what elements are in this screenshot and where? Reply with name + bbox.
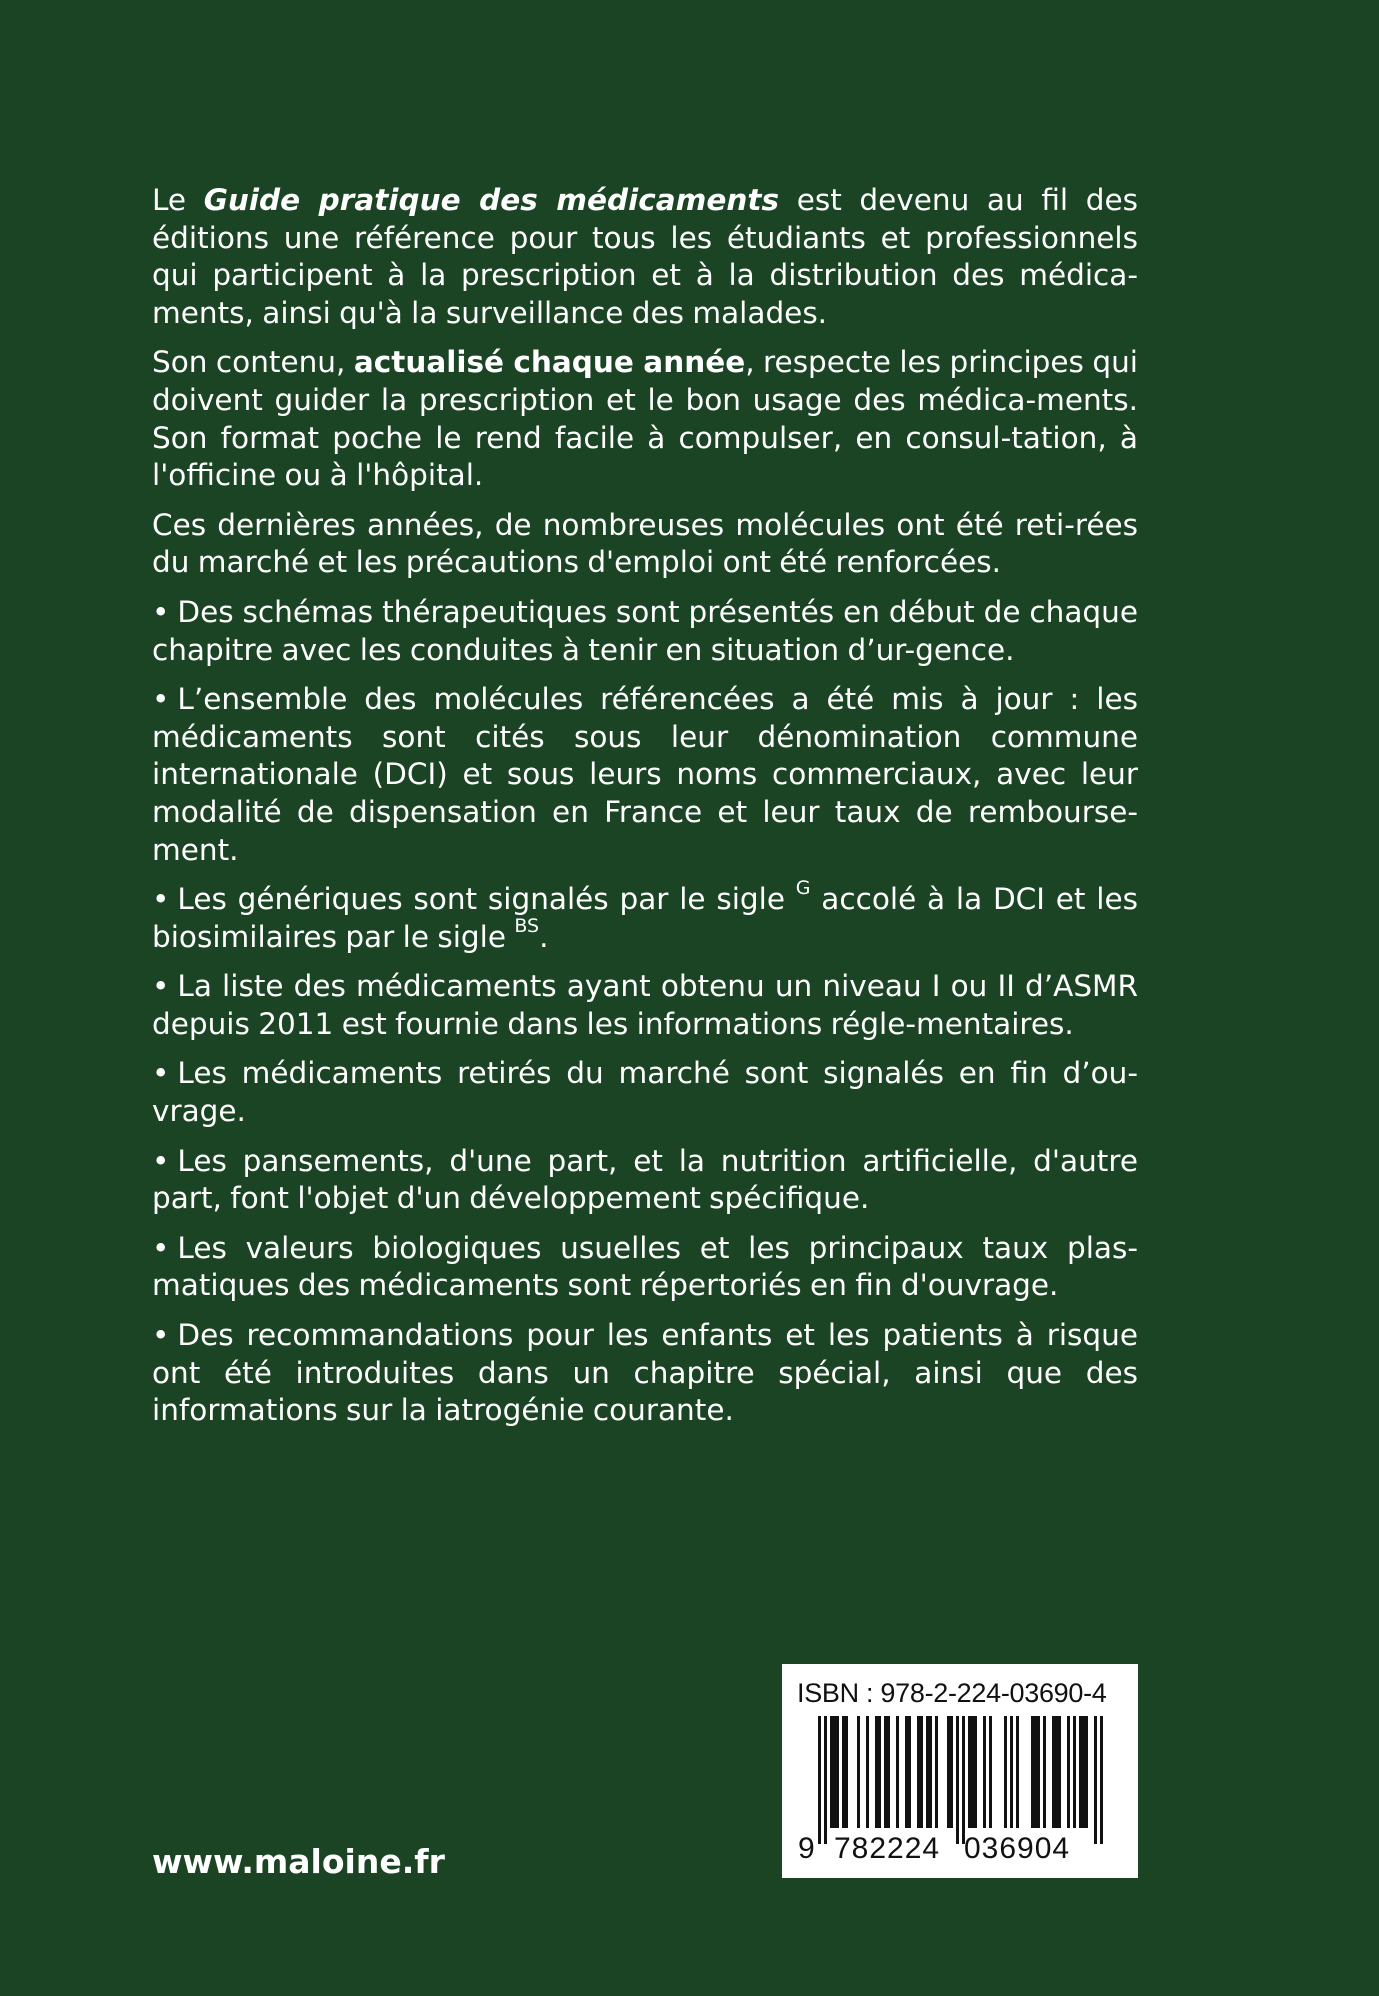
bullet-item: • L’ensemble des molécules référencées a été mis à jour : les médicaments sont cités sous leur dénomination commune internationale (DCI) et sous leurs noms commerciaux, avec leur modalité de dispensation en France et leur taux de rembourse-ment. (152, 682, 1138, 867)
bullet-item: • Des schémas thérapeutiques sont présentés en début de chaque chapitre avec les conduites à tenir en situation d’ur-gence. (152, 594, 1138, 667)
barcode-bar (1052, 1716, 1055, 1828)
barcode-digits-left: 782224 (834, 1832, 941, 1865)
bullet-item: • Des recommandations pour les enfants et les patients à risque ont été introduites dans un chapitre spécial, ainsi que des informations sur la iatrogénie courante. (152, 1318, 1138, 1428)
market-paragraph: Ces dernières années, de nombreuses molécules ont été reti-rées du marché et les précautions d'emploi ont été renforcées. (152, 507, 1138, 580)
barcode-bar (1085, 1716, 1088, 1828)
barcode-bar (1043, 1716, 1046, 1828)
barcode-bar (1055, 1716, 1058, 1828)
back-cover-text (152, 182, 1138, 1442)
content-paragraph: Son contenu, actualisé chaque année, respecte les principes qui doivent guider la prescription et le bon usage des médica-ments. Son format poche le rend facile à compulser, en consul-tation, à l'officine ou à l'hôpital. (152, 345, 1138, 493)
generic-sigle: G (795, 877, 811, 900)
barcode-bars (818, 1716, 1118, 1844)
barcode-bar (842, 1716, 845, 1828)
barcode-bar (935, 1716, 938, 1828)
barcode-bar (896, 1716, 899, 1828)
barcode-bar (1010, 1716, 1013, 1828)
barcode-bar (1034, 1716, 1037, 1828)
barcode-bar (1031, 1716, 1034, 1828)
bullet-icon: • (152, 1143, 170, 1178)
barcode-bar (920, 1716, 923, 1828)
bullet-icon: • (152, 882, 170, 917)
barcode-bar (857, 1716, 860, 1828)
barcode-digits-right: 036904 (964, 1832, 1071, 1865)
barcode-guard-bar (962, 1716, 965, 1844)
barcode-bar (884, 1716, 887, 1828)
barcode-bar (974, 1716, 977, 1828)
barcode-guard-bar (1094, 1716, 1097, 1844)
bullet-icon: • (152, 1318, 170, 1353)
publisher-website: www.maloine.fr (152, 1842, 445, 1881)
barcode-bar (830, 1716, 833, 1828)
barcode-bar (887, 1716, 890, 1828)
bullet-icon: • (152, 969, 170, 1004)
book-title: Guide pratique des médicaments (203, 183, 780, 217)
bullet-icon: • (152, 594, 170, 629)
bullet-icon: • (152, 1230, 170, 1265)
barcode-bar (836, 1716, 839, 1828)
barcode-bar (1067, 1716, 1070, 1828)
barcode-bar (1016, 1716, 1019, 1828)
intro-paragraph: Le Guide pratique des médicaments est devenu au fil des éditions une référence pour tous les étudiants et professionnels qui participent à la prescription et à la distribution des médica-ments, ainsi qu'à la surveillance des malades. (152, 183, 1138, 330)
barcode-bar (917, 1716, 920, 1828)
bullet-item: • Les valeurs biologiques usuelles et les principaux taux plas-matiques des médicaments sont répertoriés en fin d'ouvrage. (152, 1230, 1138, 1303)
barcode-bar (1004, 1716, 1007, 1828)
barcode-bar (947, 1716, 950, 1828)
barcode-bar (950, 1716, 953, 1828)
barcode-bar (968, 1716, 971, 1828)
barcode-bar (983, 1716, 986, 1828)
barcode-bar (908, 1716, 911, 1828)
bullet-icon: • (152, 1056, 170, 1091)
barcode-bar (833, 1716, 836, 1828)
barcode-bar (926, 1716, 929, 1828)
bullet-icon: • (152, 682, 170, 717)
barcode-bar (845, 1716, 848, 1828)
barcode-bar (989, 1716, 992, 1828)
bullet-item: • Les médicaments retirés du marché sont signalés en fin d’ou-vrage. (152, 1056, 1138, 1129)
barcode-bar (1073, 1716, 1076, 1828)
bullet-item: • Les génériques sont signalés par le sigle $^G$ accolé à la DCI et les biosimilaires par le sigle $^{BS}$. (152, 877, 1139, 954)
isbn-label: ISBN : 978-2-224-03690-4 (797, 1678, 1107, 1708)
barcode-bar (1082, 1716, 1085, 1828)
barcode-guard-bar (1100, 1716, 1103, 1844)
barcode-digit-first: 9 (798, 1832, 816, 1865)
barcode-bar (878, 1716, 881, 1828)
barcode-guard-bar (824, 1716, 827, 1844)
bullet-item: • Les pansements, d'une part, et la nutrition artificielle, d'autre part, font l'objet d'un développement spécifique. (152, 1143, 1138, 1216)
barcode-bar (905, 1716, 908, 1828)
barcode-bar (1037, 1716, 1040, 1828)
barcode-bar (875, 1716, 878, 1828)
barcode-bar (866, 1716, 869, 1828)
barcode-guard-bar (818, 1716, 821, 1844)
barcode-bar (1079, 1716, 1082, 1828)
isbn-barcode (782, 1664, 1138, 1878)
barcode-bar (929, 1716, 932, 1828)
highlight-text: actualisé chaque année (353, 345, 746, 380)
barcode-guard-bar (956, 1716, 959, 1844)
bullet-item: • La liste des médicaments ayant obtenu un niveau I ou II d’ASMR depuis 2011 est fournie dans les informations régle-mentaires. (152, 969, 1138, 1041)
barcode-bar (971, 1716, 974, 1828)
biosimilar-sigle: BS (514, 914, 540, 937)
barcode-bar (1058, 1716, 1061, 1828)
